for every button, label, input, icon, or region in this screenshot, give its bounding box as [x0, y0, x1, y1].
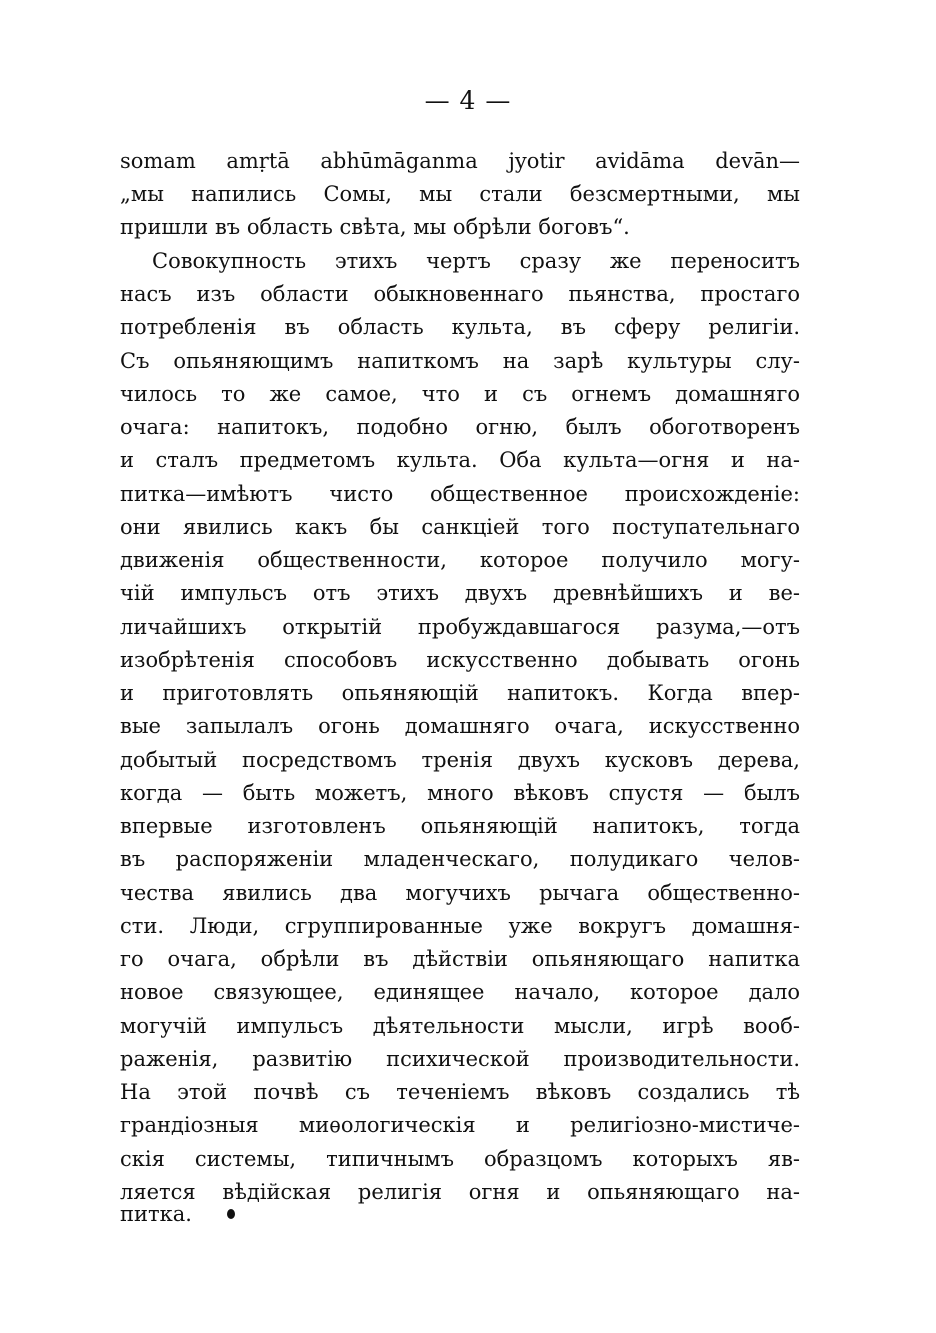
text-line: въ распоряженіи младенческаго, полудикаго челов- [120, 847, 800, 871]
text-line: грандіозныя миѳологическія и религіозно-мистиче- [120, 1113, 800, 1137]
text-line: изобрѣтенія способовъ искусственно добывать огонь [120, 648, 800, 672]
text-line: ляется вѣдійская религія огня и опьяняющаго на- [120, 1180, 800, 1204]
text-line: насъ изъ области обыкновеннаго пьянства, простаго [120, 282, 800, 306]
text-line: Совокупность этихъ чертъ сразу же переноситъ [152, 249, 800, 273]
text-line: добытый посредствомъ тренія двухъ кусковъ дерева, [120, 748, 800, 772]
text-line: питка—имѣютъ чисто общественное происхожденіе: [120, 482, 800, 506]
text-line: somam amṛtā abhūmāganma jyotir avidāma devān— [120, 149, 800, 173]
text-line: скія системы, типичнымъ образцомъ которыхъ яв- [120, 1147, 800, 1171]
text-line: очага: напитокъ, подобно огню, былъ обоготворенъ [120, 415, 800, 439]
text-line: Съ опьяняющимъ напиткомъ на зарѣ культуры слу- [120, 349, 800, 373]
text-line: „мы напились Сомы, мы стали безсмертными, мы [120, 182, 800, 206]
text-line: могучій импульсъ дѣятельности мысли, игрѣ вооб- [120, 1014, 800, 1038]
text-line: питка. [120, 1202, 192, 1226]
text-line: впервые изготовленъ опьяняющій напитокъ, тогда [120, 814, 800, 838]
text-line: го очага, обрѣли въ дѣйствіи опьяняющаго напитка [120, 947, 800, 971]
text-line: когда — быть можетъ, много вѣковъ спустя — былъ [120, 781, 800, 805]
text-line: и сталъ предметомъ культа. Оба культа—огня и на- [120, 448, 800, 472]
text-line: На этой почвѣ съ теченіемъ вѣковъ создались тѣ [120, 1080, 800, 1104]
text-line: чій импульсъ отъ этихъ двухъ древнѣйшихъ и ве- [120, 581, 800, 605]
text-line: пришли въ область свѣта, мы обрѣли боговъ“. [120, 215, 630, 239]
text-line: чества явились два могучихъ рычага общественно- [120, 881, 800, 905]
page-number: — 4 — [424, 86, 512, 115]
text-line: и приготовлять опьяняющій напитокъ. Когда впер- [120, 681, 800, 705]
text-line: потребленія въ область культа, въ сферу религіи. [120, 315, 800, 339]
text-line: движенія общественности, которое получило могу- [120, 548, 800, 572]
text-line: сти. Люди, сгруппированные уже вокругъ домашня- [120, 914, 800, 938]
text-line: раженія, развитію психической производительности. [120, 1047, 800, 1071]
ink-mark [227, 1209, 235, 1219]
text-line: новое связующее, единящее начало, которое дало [120, 980, 800, 1004]
text-line: личайшихъ открытій пробуждавшагося разума,—отъ [120, 615, 800, 639]
text-line: они явились какъ бы санкціей того поступательнаго [120, 515, 800, 539]
text-line: чилось то же самое, что и съ огнемъ домашняго [120, 382, 800, 406]
text-line: вые запылалъ огонь домашняго очага, искусственно [120, 714, 800, 738]
